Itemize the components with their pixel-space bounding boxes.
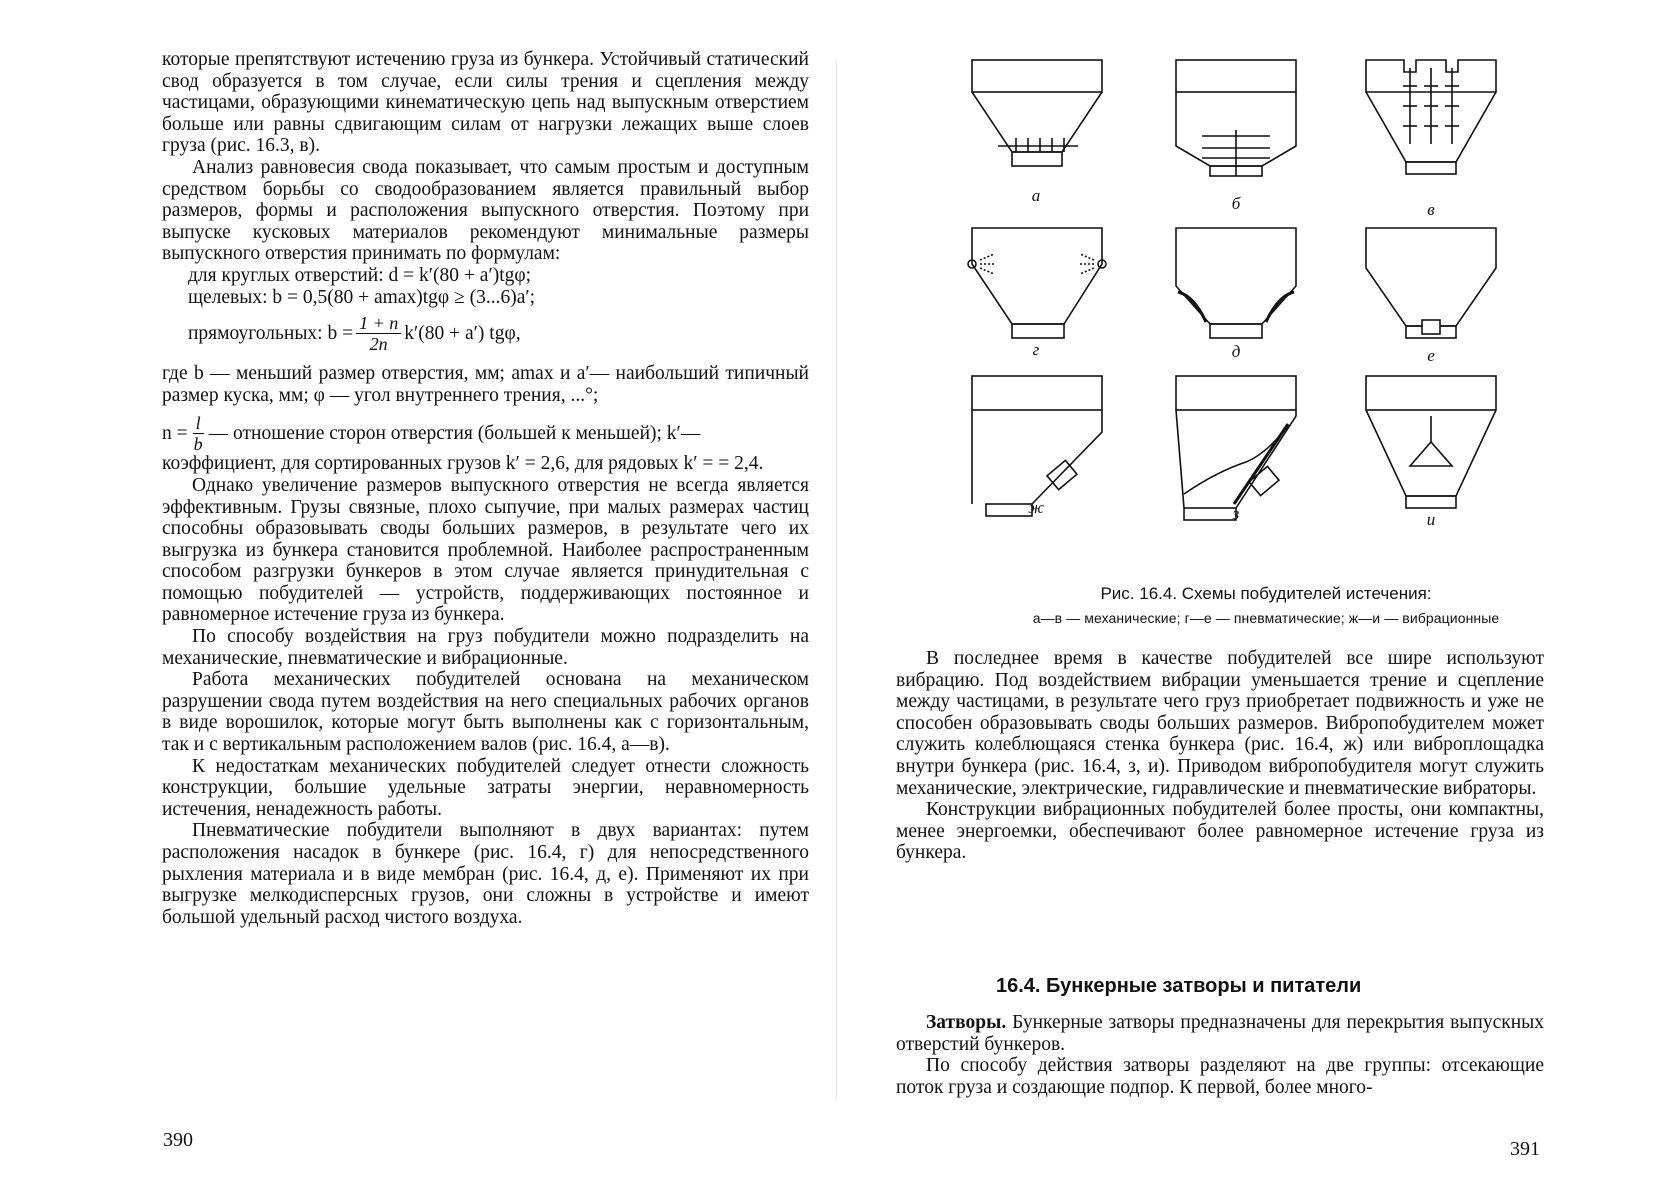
- coefficient-definition: коэффициент, для сортированных грузов k′ = 2,6, для рядовых k′ = = 2,4.: [162, 453, 764, 475]
- fraction-denominator: b: [193, 434, 203, 455]
- paragraph-gates-groups: По способу действия затворы разделяют на две группы: отсекающие поток груза и создающие подпор. К первой, более много-: [896, 1055, 1544, 1098]
- scheme-a: [972, 60, 1102, 166]
- paragraph-5: Работа механических побудителей основана на механическом разрушении свода путем воздействия на него специальных рабочих органов в виде ворошилок, которые могут быть выполнены как с горизонтальным, так и с вертикальным расположением валов (рис. 16.4, а—в).: [162, 669, 809, 756]
- scheme-i: [1366, 376, 1496, 508]
- label-g: г: [1032, 340, 1040, 359]
- ratio-prefix: n =: [162, 423, 188, 445]
- paragraph-vibration-design: Конструкции вибрационных побудителей более просты, они компактны, менее энергоемки, обеспечивают более равномерное истечение груза из бункера.: [896, 799, 1544, 864]
- gates-text: Бункерные затворы предназначены для перекрытия выпускных отверстий бункеров.: [896, 1012, 1544, 1055]
- right-page: [840, 0, 1679, 1189]
- section-title: 16.4. Бункерные затворы и питатели: [996, 975, 1362, 997]
- left-page-text: [162, 49, 809, 928]
- right-page-text-2: [896, 1012, 1544, 1098]
- scheme-d: [1176, 228, 1296, 338]
- paragraph-6: К недостаткам механических побудителей следует отнести сложность конструкции, большие удельные затраты энергии, неравномерность истечения, ненадежность работы.: [162, 755, 809, 820]
- figure-16-4: [926, 58, 1546, 626]
- label-z: з: [1232, 504, 1240, 523]
- paragraph-3: Однако увеличение размеров выпускного отверстия не всегда является эффективным. Грузы связные, плохо сыпучие, при малых размерах частиц способны образовывать своды больших размеров, в результате чего их выгрузка из бункера становится проблемной. Наиболее распространенным способом разгрузки бункеров в этом случае является принудительная с помощью побудителей — устройств, поддерживающих постоянное и равномерное истечение груза из бункера.: [162, 474, 809, 626]
- ratio-suffix: — отношение сторон отверстия (большей к меньшей); k′—: [208, 423, 701, 445]
- page-number-right: 391: [1510, 1138, 1540, 1160]
- label-i: и: [1426, 510, 1436, 529]
- label-v: в: [1427, 200, 1435, 219]
- fraction-numerator: l: [193, 414, 204, 434]
- paragraph-gates: [896, 1012, 1544, 1055]
- formula-rect: [162, 314, 809, 353]
- page-gutter: [836, 60, 837, 1100]
- label-d: д: [1231, 342, 1241, 361]
- scheme-zh: [972, 376, 1102, 516]
- paragraph-4: По способу воздействия на груз побудители можно подразделить на механические, пневматические и вибрационные.: [162, 626, 809, 669]
- scheme-v: [1366, 60, 1496, 174]
- figure-caption: Рис. 16.4. Схемы побудителей истечения:: [1100, 584, 1432, 603]
- figure-caption-legend: а—в — механические; г—е — пневматические; ж—и — вибрационные: [1032, 610, 1500, 626]
- scheme-g: [968, 228, 1106, 338]
- paragraph-2: Анализ равновесия свода показывает, что самым простым и доступным средством борьбы со сводообразованием является правильный выбор размеров, формы и расположения выпускного отверстия. Поэтому при выпуске кусковых материалов рекомендуют минимальные размеры выпускного отверстия принимать по формулам:: [162, 156, 809, 265]
- where-definitions: где b — меньший размер отверстия, мм; amax и a′— наибольший типичный размер куска, мм; φ — угол внутреннего трения, ...°;: [162, 363, 809, 406]
- label-e: е: [1427, 346, 1435, 365]
- formula-rect-prefix: прямоугольных: b =: [188, 322, 354, 344]
- fraction-numerator: 1 + n: [356, 314, 401, 334]
- scheme-b: [1176, 60, 1296, 176]
- gates-lead: Затворы.: [926, 1012, 1007, 1033]
- label-b: б: [1231, 194, 1241, 213]
- formula-round: для круглых отверстий: d = k′(80 + a′)tgφ;: [188, 264, 532, 286]
- paragraph-7: Пневматические побудители выполняют в двух вариантах: путем расположения насадок в бункере (рис. 16.4, г) для непосредственного рыхления материала и в виде мембран (рис. 16.4, д, е). Применяют их при выгрузке мелкодисперсных грузов, они сложны в устройстве и имеют большой удельный расход чистого воздуха.: [162, 820, 809, 928]
- paragraph-vibration: В последнее время в качестве побудителей все шире используют вибрацию. Под воздействием вибрации уменьшается трение и сцепление между частицами, в результате чего груз приобретает подвижность и уже не способен образовывать своды больших размеров. Вибропобудителем может служить колеблющаяся стенка бункера (рис. 16.4, ж) или виброплощадка внутри бункера (рис. 16.4, з, и). Приводом вибропобудителя могут служить механические, электрические, гидравлические и пневматические вибраторы.: [896, 648, 1544, 799]
- formula-slot: щелевых: b = 0,5(80 + amax)tgφ ≥ (3...6)a′;: [188, 286, 536, 308]
- fraction-denominator: 2n: [369, 334, 388, 355]
- label-zh: ж: [1028, 498, 1044, 517]
- formula-rect-suffix: k′(80 + a′) tgφ,: [404, 322, 521, 344]
- ratio-definition: [162, 414, 809, 453]
- label-a: а: [1031, 186, 1041, 205]
- page-number-left: 390: [163, 1129, 193, 1151]
- scheme-z: [1176, 376, 1296, 520]
- formula-rect-fraction: [356, 314, 401, 353]
- right-page-text: [896, 648, 1544, 864]
- ratio-fraction: [191, 414, 206, 453]
- paragraph-1: которые препятствуют истечению груза из бункера. Устойчивый статический свод образуется в том случае, если силы трения и сцепления между частицами, образующими кинематическую цепь над выпускным отверстием больше или равны сдвигающим силам от нагрузки лежащих выше слоев груза (рис. 16.3, в).: [162, 49, 809, 157]
- scheme-e: [1366, 228, 1496, 338]
